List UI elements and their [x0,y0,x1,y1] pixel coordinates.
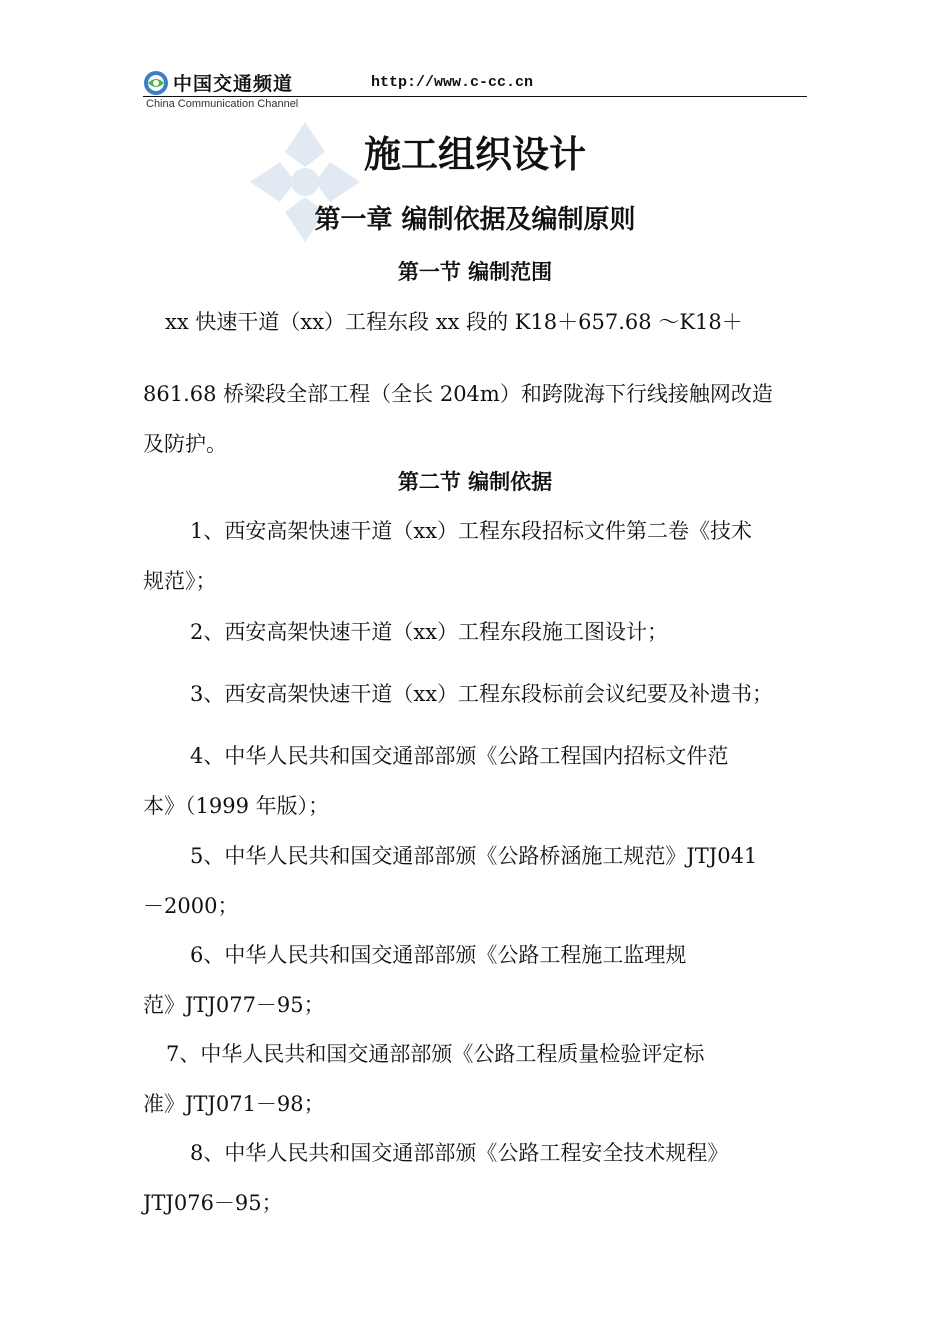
site-url-link[interactable]: http://www.c-cc.cn [371,74,534,91]
basis-item-7-cont: 准》JTJ071－98； [143,1092,325,1116]
basis-item-7: 7、中华人民共和国交通部部颁《公路工程质量检验评定标 [166,1042,705,1066]
basis-item-4: 4、中华人民共和国交通部部颁《公路工程国内招标文件范 [190,744,729,768]
scope-line-2: 861.68 桥梁段全部工程（全长 204m）和跨陇海下行线接触网改造 [143,382,773,406]
basis-item-5: 5、中华人民共和国交通部部颁《公路桥涵施工规范》JTJ041 [190,844,758,868]
basis-item-5-cont: －2000； [143,894,239,918]
document-title: 施工组织设计 [364,133,586,176]
basis-item-6: 6、中华人民共和国交通部部颁《公路工程施工监理规 [190,943,687,967]
section-heading-basis: 第二节 编制依据 [397,470,553,494]
logo-subtitle: China Communication Channel [146,98,299,110]
basis-item-8-cont: JTJ076－95； [143,1191,283,1215]
scope-line-3: 及防护。 [143,432,227,456]
basis-item-1-cont: 规范》； [143,569,217,593]
section-heading-scope: 第一节 编制范围 [397,260,553,284]
globe-swirl-icon [143,70,169,96]
basis-item-3: 3、西安高架快速干道（xx）工程东段标前会议纪要及补遗书； [190,682,774,706]
page-header [143,68,807,112]
logo-text[interactable]: 中国交通频道 [173,73,294,95]
basis-item-2: 2、西安高架快速干道（xx）工程东段施工图设计； [190,620,669,644]
basis-item-4-cont: 本》（1999 年版）； [143,794,330,818]
chapter-heading: 第一章 编制依据及编制原则 [314,205,636,235]
header-divider [143,96,807,97]
basis-item-8: 8、中华人民共和国交通部部颁《公路工程安全技术规程》 [190,1141,729,1165]
basis-item-6-cont: 范》JTJ077－95； [143,993,325,1017]
scope-line-1: xx 快速干道（xx）工程东段 xx 段的 K18＋657.68 ～K18＋ [165,310,743,334]
basis-item-1: 1、西安高架快速干道（xx）工程东段招标文件第二卷《技术 [190,519,753,543]
